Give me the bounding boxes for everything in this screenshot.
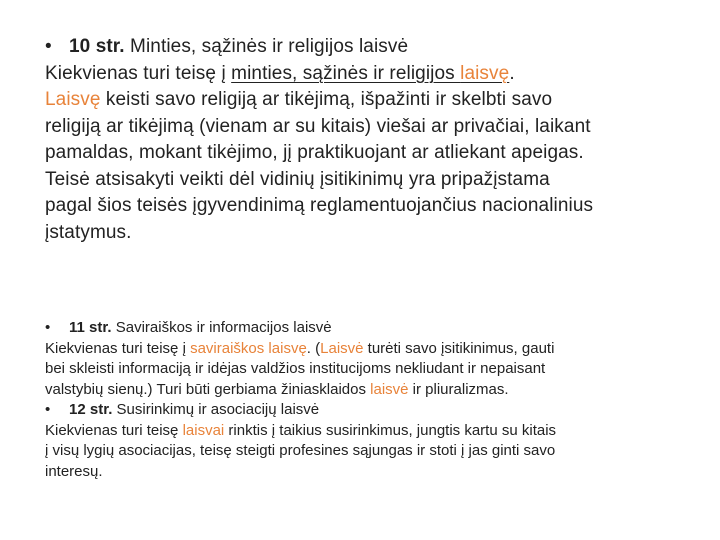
article-12-line-2: į visų lygių asociacijas, teisę steigti profesines sąjungas ir stoti į jas ginti savo (45, 442, 556, 459)
text-run: turėti savo įsitikinimus, gauti (363, 339, 555, 357)
article-11-line-1 (45, 339, 685, 360)
text-run: . (509, 62, 515, 84)
text-run: minties, sąžinės ir religijos (231, 62, 461, 84)
text-run: ir pliuralizmas. (408, 380, 509, 398)
article-10-paragraph-2-line-2: religiją ar tikėjimą (vienam ar su kitais) viešai ar privačiai, laikant (45, 115, 591, 137)
article-10-paragraph-3-line-1: Teisė atsisakyti veikti dėl vidinių įsitikinimų yra pripažįstama (45, 168, 550, 190)
text-run: . ( (306, 339, 321, 357)
article-12-heading (45, 400, 685, 421)
highlighted-term: laisvę (460, 62, 510, 84)
article-11-line-2: bei skleisti informaciją ir idėjas valdžios institucijoms nekliudant ir nepaisant (45, 360, 546, 377)
highlighted-term: Laisvė (320, 339, 364, 357)
article-number: 12 str. (69, 401, 113, 418)
article-number: 10 str. (69, 36, 125, 57)
article-10-paragraph-2-line-3: pamaldas, mokant tikėjimo, jį praktikuojant ar atliekant apeigas. (45, 142, 584, 163)
article-12-line-3: interesų. (45, 462, 103, 480)
article-10-paragraph-1 (45, 61, 685, 88)
text-run: keisti savo religiją ar tikėjimą, išpažinti ir skelbti savo (100, 89, 553, 110)
highlighted-term: saviraiškos laisvę (190, 339, 307, 357)
article-10-heading (45, 34, 685, 61)
bullet-icon: • (45, 36, 52, 57)
article-10-paragraph-3-line-2: pagal šios teisės įgyvendinimą reglamentuojančius nacionalinius (45, 195, 594, 216)
text-run: Kiekvienas turi teisę į (45, 339, 191, 357)
bullet-icon: • (45, 319, 51, 336)
article-12-line-1 (45, 421, 685, 442)
bullet-icon: • (45, 401, 51, 418)
underlined-text (231, 63, 509, 84)
article-10-paragraph-3-line-3: įstatymus. (45, 221, 132, 243)
text-run: Kiekvienas turi teisę į (45, 62, 232, 84)
text-run: valstybių sienų.) Turi būti gerbiama žiniasklaidos (45, 380, 371, 398)
article-10-block (45, 34, 685, 246)
article-title: Saviraiškos ir informacijos laisvė (115, 319, 332, 336)
article-11-heading (45, 318, 685, 339)
article-title: Minties, sąžinės ir religijos laisvė (130, 36, 409, 57)
article-title: Susirinkimų ir asociacijų laisvė (116, 401, 320, 418)
highlighted-term: laisvai (182, 421, 225, 439)
highlighted-term: Laisvę (45, 89, 101, 110)
text-run: rinktis į taikius susirinkimus, jungtis kartu su kitais (224, 421, 557, 439)
article-11-line-3 (45, 380, 685, 401)
article-number: 11 str. (69, 319, 112, 336)
text-run: Kiekvienas turi teisę (45, 421, 183, 439)
articles-11-12-block (45, 318, 685, 482)
highlighted-term: laisvė (370, 380, 409, 398)
article-10-paragraph-2-line-1 (45, 87, 685, 114)
